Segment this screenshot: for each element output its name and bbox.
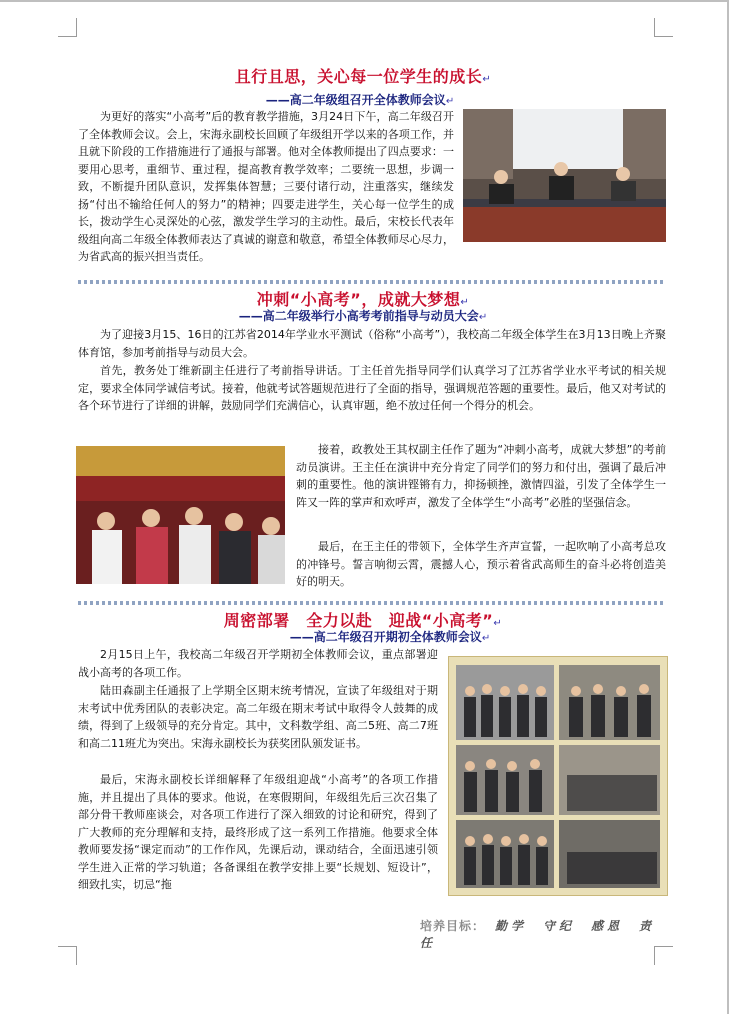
section3-paragraph-2: 陆田森副主任通报了上学期全区期末统考情况，宣读了年级组对于期末考试中优秀团队的表彰决定。高二年级在期末考试中取得令人鼓舞的成绩，得到了上级领导的充分肯定。其中，文科数学组、高二5班、高二7班和高二11班尤为突出。宋海永副校长为获奖团队颁发证书。	[78, 684, 438, 750]
section3-paragraph-1: 2月15日上午，我校高二年级召开学期初全体教师会议，重点部署迎战小高考的各项工作。	[78, 648, 438, 679]
section3-title: 周密部署 全力以赴 迎战“小高考”↵	[223, 611, 503, 630]
margin-corner-bottom-left	[58, 946, 77, 965]
section1-title: 且行且思，关心每一位学生的成长↵	[234, 67, 492, 86]
section-divider-2	[78, 601, 666, 605]
footer-motto-text: 勤学 守纪 感恩 责任	[420, 919, 656, 950]
page-frame-top	[0, 0, 729, 2]
footer-label: 培养目标：	[420, 919, 486, 933]
section2-paragraph-3: 接着，政教处王其权副主任作了题为“冲刺小高考，成就大梦想”的考前动员演讲。王主任在演讲中充分肯定了同学们的努力和付出，强调了最后冲刺的重要性。他的演讲铿锵有力，抑扬顿挫，激情四溢，引发了全体学生一阵又一阵的掌声和欢呼声，激发了全体学生“小高考”必胜的坚强信念。	[296, 443, 666, 509]
students-rally-photo	[76, 446, 285, 584]
section2-subtitle: ——高二年级举行小高考考前指导与动员大会↵	[238, 309, 488, 323]
section1-paragraph: 为更好的落实“小高考”后的教育教学措施，3月24日下午，高二年级召开了全体教师会议。会上，宋海永副校长回顾了年级组开学以来的各项工作，并且就下阶段的工作措施进行了通报与部署。他对全体教师提出了四点要求：一要用心思考，重细节、重过程，提高教育教学效率；二要统一思想，步调一致，不断提升团队意识，发挥集体智慧；三要付诸行动，注重落实，继续发扬“付出不输给任何人的努力”的精神；四要走进学生，关心每一位学生的成长，拨动学生心灵深处的心弦，激发学生学习的主动性。最后，宋校长代表年级组向高二年级全体教师表达了真诚的谢意和敬意，希望全体教师尽心尽力，为省武高的振兴担当责任。	[78, 110, 454, 263]
section-divider-1	[78, 280, 666, 284]
margin-corner-top-left	[58, 18, 77, 37]
footer-motto	[420, 917, 670, 950]
section2-title: 冲刺“小高考”，成就大梦想↵	[256, 290, 470, 309]
section2-paragraph-4: 最后，在王主任的带领下，全体学生齐声宣誓，一起吹响了小高考总攻的冲锋号。誓言响彻云霄，震撼人心，预示着省武高师生的奋斗必将创造美好的明天。	[296, 540, 666, 588]
section3-paragraph-3: 最后，宋海永副校长详细解释了年级组迎战“小高考”的各项工作措施，并且提出了具体的要求。他说，在寒假期间，年级组先后三次召集了部分骨干教师座谈会，对各项工作进行了深入细致的讨论和研究，得到了广大教师的充分理解和支持，最终形成了这一系列工作措施。他要求全体教师要发扬“课定而动”的工作作风，先课后动，课动结合，全面迅速引领学生进入正常的学习轨道；各备课组在教学安排上要“长规划、短设计”，细致扎实，切忌“拖	[78, 773, 438, 891]
section2-paragraph-1: 为了迎接3月15、16日的江苏省2014年学业水平测试（俗称“小高考”），我校高二年级全体学生在3月13日晚上齐聚体育馆，参加考前指导与动员大会。	[78, 328, 666, 359]
margin-corner-bottom-right	[654, 946, 673, 965]
award-photo-collage	[448, 656, 668, 896]
margin-corner-top-right	[654, 18, 673, 37]
teachers-meeting-photo	[463, 109, 666, 242]
section3-subtitle: ——高二年级召开期初全体教师会议↵	[289, 630, 491, 644]
section2-paragraph-2: 首先，教务处丁维新副主任进行了考前指导讲话。丁主任首先指导同学们认真学习了江苏省学业水平考试的相关规定，要求全体同学诚信考试。接着，他就考试答题规范进行了全面的指导，强调规范答题的重要性。最后，他又对考试的各个环节进行了详细的讲解，鼓励同学们充满信心，认真审题，绝不放过任何一个得分的机会。	[78, 364, 666, 412]
section1-subtitle: ——高二年级组召开全体教师会议↵	[265, 93, 455, 107]
